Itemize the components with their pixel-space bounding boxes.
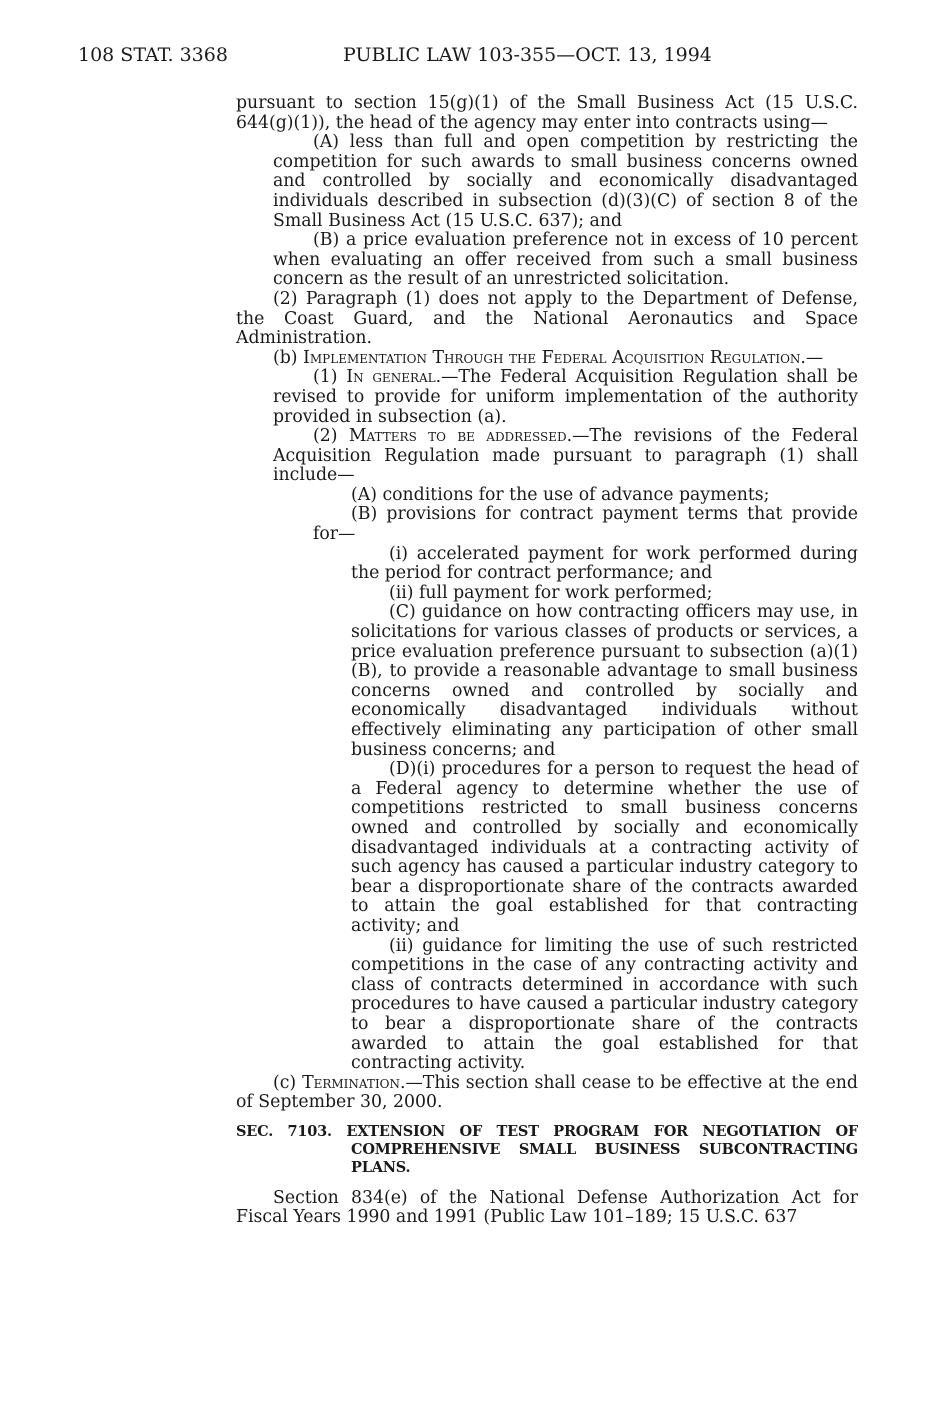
document-body: [236, 94, 858, 1228]
section-7103-heading: SEC. 7103. EXTENSION OF TEST PROGRAM FOR NEGOTIATION OF COMPREHENSIVE SMALL BUSINESS SUBCONTRACTING PLANS.: [236, 1122, 858, 1176]
paragraph-b-1-heading: In general.: [346, 367, 442, 388]
statute-page-number: 108 STAT. 3368: [78, 44, 228, 66]
paragraph-b-2-A: (A) conditions for the use of advance payments;: [351, 484, 770, 505]
paragraph-b-2-C: (C) guidance on how contracting officers may use, in solicitations for various classes of products or services, a price evaluation preference pursuant to subsection (a)(1)(B), to provide a reasonable advantage to small business concerns owned and controlled by socially and economically disadvantaged individuals without effectively eliminating any participation of other small business concerns; and: [351, 602, 858, 760]
paragraph-a-2: (2) Paragraph (1) does not apply to the Department of Defense, the Coast Guard, and the National Aeronautics and Space Administration.: [236, 288, 858, 349]
paragraph-b-1-lead: (1): [313, 367, 347, 388]
paragraph-b-2-D-i: (D)(i) procedures for a person to request the head of a Federal agency to determine whether the use of competitions restricted to small business concerns owned and controlled by socially and economically disadvantaged individuals at a contracting activity of such agency has caused a particular industry category to bear a disproportionate share of the contracts awarded to attain the goal established for that contracting activity; and: [351, 759, 858, 936]
subsection-b-heading: [236, 349, 858, 369]
paragraph-b-1-text: —The Federal Acquisition Regulation shall be revised to provide for uniform implementation of the authority provided in subsection (a).: [273, 367, 858, 427]
paragraph-b-2-B: (B) provisions for contract payment terms that provide for—: [313, 504, 858, 545]
paragraph-a-B: (B) a price evaluation preference not in excess of 10 percent when evaluating an offer received from such a small business concern as the result of an unrestricted solicitation.: [273, 230, 858, 290]
paragraph-b-2-B-i: (i) accelerated payment for work performed during the period for contract performance; and: [351, 543, 858, 584]
paragraph-b-2-heading: Matters to be addressed.: [348, 426, 573, 447]
paragraph-b-2: [236, 427, 858, 486]
subsection-c-heading: Termination.: [302, 1072, 406, 1093]
paragraph-b-1: [236, 368, 858, 427]
public-law-title: PUBLIC LAW 103-355—OCT. 13, 1994: [343, 44, 712, 66]
subsection-c-lead: (c): [273, 1072, 303, 1093]
subsection-c: [236, 1074, 858, 1113]
paragraph-b-2-B-ii: (ii) full payment for work performed;: [389, 582, 713, 603]
subsection-b-lead: (b): [273, 347, 304, 368]
subsection-c-text: —This section shall cease to be effective at the end of September 30, 2000.: [236, 1072, 858, 1113]
paragraph-b-2-text: —The revisions of the Federal Acquisition Regulation made pursuant to paragraph (1) shall include—: [273, 426, 858, 486]
subsection-b-title: Implementation Through the Federal Acquisition Regulation.—: [303, 347, 824, 368]
paragraph-a-A: (A) less than full and open competition by restricting the competition for such awards to small business concerns owned and controlled by socially and economically disadvantaged individuals described in subsection (d)(3)(C) of section 8 of the Small Business Act (15 U.S.C. 637); and: [273, 132, 858, 231]
section-7103-body: Section 834(e) of the National Defense Authorization Act for Fiscal Years 1990 and 1991 (Public Law 101–189; 15 U.S.C. 637: [236, 1187, 858, 1228]
page-header: [78, 44, 778, 74]
paragraph-b-2-lead: (2): [313, 426, 349, 447]
paragraph-continuation: pursuant to section 15(g)(1) of the Small Business Act (15 U.S.C. 644(g)(1)), the head of the agency may enter into contracts using—: [236, 93, 858, 133]
paragraph-b-2-D-ii: (ii) guidance for limiting the use of such restricted competitions in the case of any contracting activity and class of contracts determined in accordance with such procedures to have caused a particular industry category to bear a disproportionate share of the contracts awarded to attain the goal established for that contracting activity.: [351, 935, 858, 1074]
